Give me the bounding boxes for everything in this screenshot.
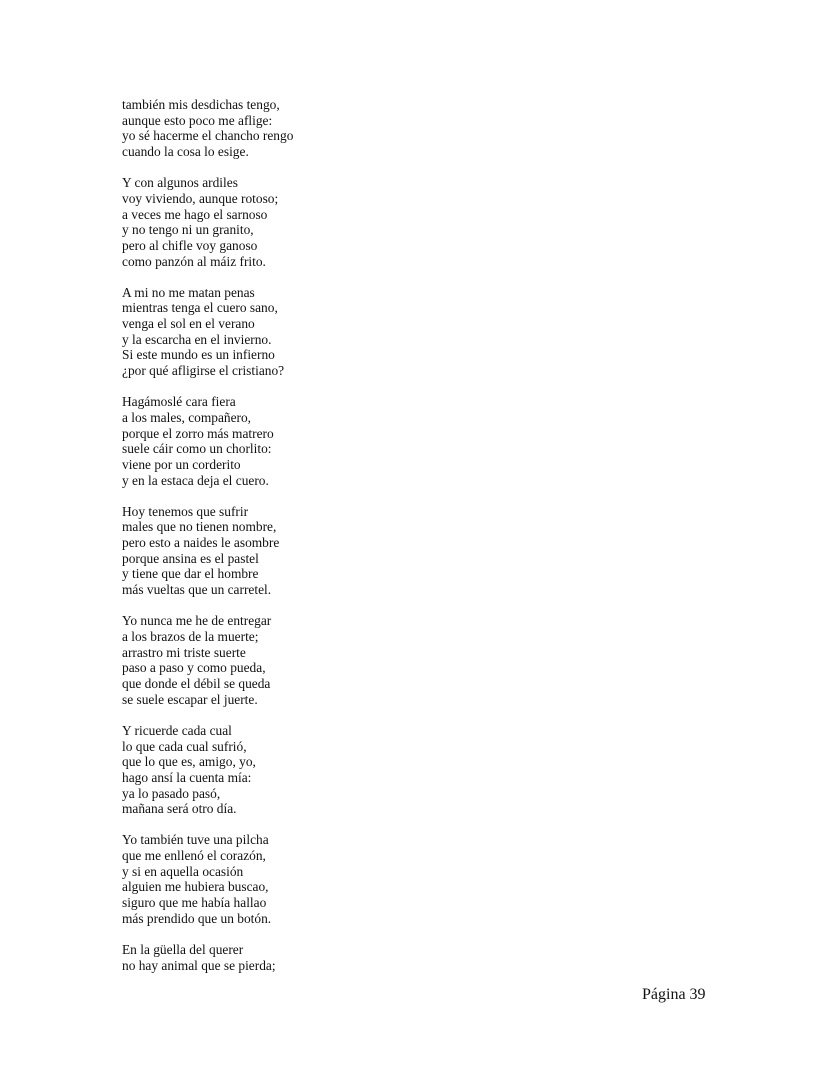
- verse-line: ¿por qué afligirse el cristiano?: [122, 363, 285, 379]
- verse-line: siguro que me había hallao: [122, 895, 267, 911]
- verse-line: a los males, compañero,: [122, 409, 252, 425]
- verse-line: venga el sol en el verano: [122, 316, 255, 332]
- verse-line: Hagámoslé cara fiera: [122, 394, 236, 410]
- stanza: [122, 504, 482, 598]
- stanza: [122, 175, 482, 269]
- verse-line: porque el zorro más matrero: [122, 425, 274, 441]
- verse-line: pero al chifle voy ganoso: [122, 237, 258, 253]
- verse-line: viene por un corderito: [122, 456, 241, 472]
- verse-line: como panzón al máiz frito.: [122, 253, 266, 269]
- verse-line: mientras tenga el cuero sano,: [122, 300, 278, 316]
- verse-line: y no tengo ni un granito,: [122, 222, 254, 238]
- verse-line: y si en aquella ocasión: [122, 863, 244, 879]
- verse-line: ya lo pasado pasó,: [122, 785, 221, 801]
- verse-line: no hay animal que se pierda;: [122, 957, 276, 973]
- verse-line: Y ricuerde cada cual: [122, 722, 232, 738]
- stanza: [122, 942, 482, 973]
- verse-line: Yo también tuve una pilcha: [122, 832, 269, 848]
- verse-line: lo que cada cual sufrió,: [122, 738, 247, 754]
- verse-line: que lo que es, amigo, yo,: [122, 754, 256, 770]
- verse-line: cuando la cosa lo esige.: [122, 143, 249, 159]
- verse-line: y la escarcha en el invierno.: [122, 331, 272, 347]
- stanza: [122, 832, 482, 926]
- verse-line: a veces me hago el sarnoso: [122, 206, 268, 222]
- verse-line: aunque esto poco me aflige:: [122, 112, 273, 128]
- verse-line: y en la estaca deja el cuero.: [122, 472, 269, 488]
- verse-line: que me enllenó el corazón,: [122, 848, 266, 864]
- verse-line: más vueltas que un carretel.: [122, 582, 272, 598]
- verse-line: porque ansina es el pastel: [122, 550, 259, 566]
- verse-line: Si este mundo es un infierno: [122, 347, 275, 363]
- poem-text: [122, 97, 482, 989]
- verse-line: yo sé hacerme el chancho rengo: [122, 128, 294, 144]
- stanza: [122, 723, 482, 817]
- verse-line: y tiene que dar el hombre: [122, 566, 259, 582]
- verse-line: En la güella del querer: [122, 941, 244, 957]
- verse-line: Hoy tenemos que sufrir: [122, 503, 249, 519]
- verse-line: A mi no me matan penas: [122, 284, 255, 300]
- verse-line: se suele escapar el juerte.: [122, 691, 258, 707]
- verse-line: Yo nunca me he de entregar: [122, 613, 272, 629]
- verse-line: hago ansí la cuenta mía:: [122, 769, 252, 785]
- verse-line: mañana será otro día.: [122, 801, 237, 817]
- page-number: Página 39: [642, 986, 706, 1003]
- stanza: [122, 97, 482, 160]
- verse-line: pero esto a naides le asombre: [122, 535, 280, 551]
- verse-line: alguien me hubiera buscao,: [122, 879, 269, 895]
- stanza: [122, 394, 482, 488]
- verse-line: arrastro mi triste suerte: [122, 644, 246, 660]
- verse-line: Y con algunos ardiles: [122, 175, 238, 191]
- verse-line: más prendido que un botón.: [122, 910, 272, 926]
- verse-line: suele cáir como un chorlito:: [122, 441, 272, 457]
- verse-line: a los brazos de la muerte;: [122, 629, 259, 644]
- verse-line: también mis desdichas tengo,: [122, 97, 280, 112]
- verse-line: voy viviendo, aunque rotoso;: [122, 190, 279, 206]
- verse-line: paso a paso y como pueda,: [122, 660, 266, 676]
- stanza: [122, 285, 482, 379]
- stanza: [122, 613, 482, 707]
- verse-line: que donde el débil se queda: [122, 675, 271, 691]
- verse-line: males que no tienen nombre,: [122, 519, 277, 535]
